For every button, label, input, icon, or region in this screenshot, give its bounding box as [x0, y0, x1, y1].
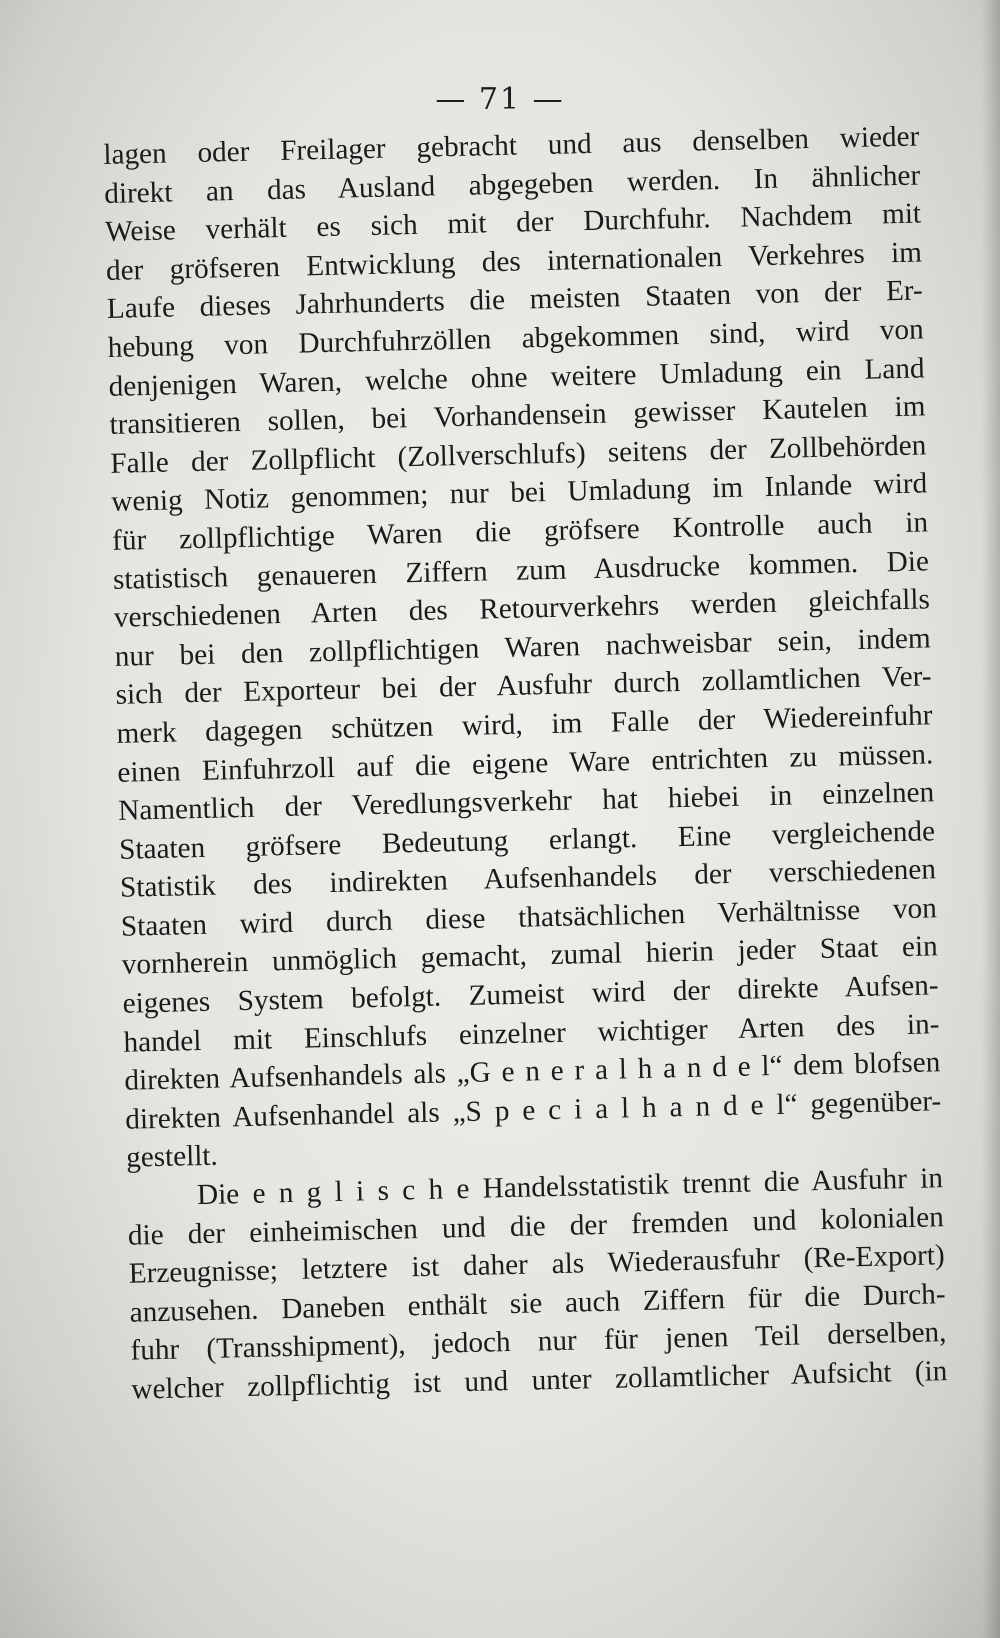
text-line: die der einheimischen und die der fremden und kolonialen [127, 1200, 945, 1252]
text-line: lagen oder Freilager gebracht und aus denselben wieder [103, 120, 920, 171]
text-line: Staaten gröfsere Bedeutung erlangt. Eine vergleichende [118, 814, 936, 866]
text-line: verschiedenen Arten des Retourverkehrs werden gleichfalls [113, 583, 931, 634]
text-line: Namentlich der Veredlungsverkehr hat hiebei in einzelnen [117, 776, 935, 827]
text-line: hebung von Durchfuhrzöllen abgekommen sind, wird von [107, 313, 924, 364]
text-line: transitieren sollen, bei Vorhandensein gewisser Kautelen im [109, 390, 926, 442]
text-line: einen Einfuhrzoll auf die eigene Ware entrichten zu müssen. [117, 737, 934, 789]
text-line: sich der Exporteur bei der Ausfuhr durch zollamtlichen Ver- [115, 660, 932, 712]
text-line: Staaten wird durch diese thatsächlichen Verhältnisse von [120, 892, 938, 943]
text-line: direkt an das Ausland abgegeben werden. In ähnlicher [103, 159, 921, 210]
text-line: wenig Notiz genommen; nur bei Umladung im Inlande wird [110, 467, 928, 519]
text-line: Die e n g l i s c h e Handelsstatistik trennt die Ausfuhr in [196, 1162, 944, 1212]
text-line: Falle der Zollpflicht (Zollverschlufs) seitens der Zollbehörden [110, 429, 927, 480]
text-line: Erzeugnisse; letztere ist daher als Wiederausfuhr (Re-Export) [128, 1239, 945, 1290]
text-line: für zollpflichtige Waren die gröfsere Kontrolle auch in [111, 506, 929, 557]
text-line: Statistik des indirekten Aufsenhandels der verschiedenen [119, 853, 937, 905]
text-line: der gröfseren Entwicklung des internationalen Verkehres im [105, 236, 923, 287]
text-line: fuhr (Transshipment), jedoch nur für jenen Teil derselben, [130, 1316, 947, 1368]
text-line: gestellt. [125, 1140, 219, 1175]
text-line: direkten Aufsenhandel als „S p e c i a l h a n d e l“ gegenüber- [124, 1085, 942, 1136]
text-line: anzusehen. Daneben enthält sie auch Ziffern für die Durch- [129, 1278, 946, 1329]
text-line: vornherein unmöglich gemacht, zumal hierin jeder Staat ein [121, 930, 938, 982]
text-line: denjenigen Waren, welche ohne weitere Umladung ein Land [108, 351, 925, 403]
page-edge-shadow [982, 0, 1000, 1638]
text-line: eigenes System befolgt. Zumeist wird der direkte Aufsen- [122, 969, 939, 1020]
page-number: — 71 — [435, 82, 565, 117]
text-line: nur bei den zollpflichtigen Waren nachweisbar sein, indem [114, 622, 931, 673]
text-line: Weise verhält es sich mit der Durchfuhr. Nachdem mit [104, 197, 922, 249]
text-line: Laufe dieses Jahrhunderts die meisten Staaten von der Er- [106, 274, 924, 326]
text-line: statistisch genaueren Ziffern zum Ausdrucke kommen. Die [112, 544, 930, 596]
text-line: handel mit Einschlufs einzelner wichtiger Arten des in- [123, 1007, 940, 1059]
text-line: merk dagegen schützen wird, im Falle der Wiedereinfuhr [116, 699, 933, 750]
body-text [103, 117, 948, 1409]
text-line: direkten Aufsenhandels als „G e n e r a l h a n d e l“ dem blofsen [124, 1046, 941, 1098]
text-line: welcher zollpflichtig ist und unter zollamtlicher Aufsicht (in [131, 1355, 948, 1406]
